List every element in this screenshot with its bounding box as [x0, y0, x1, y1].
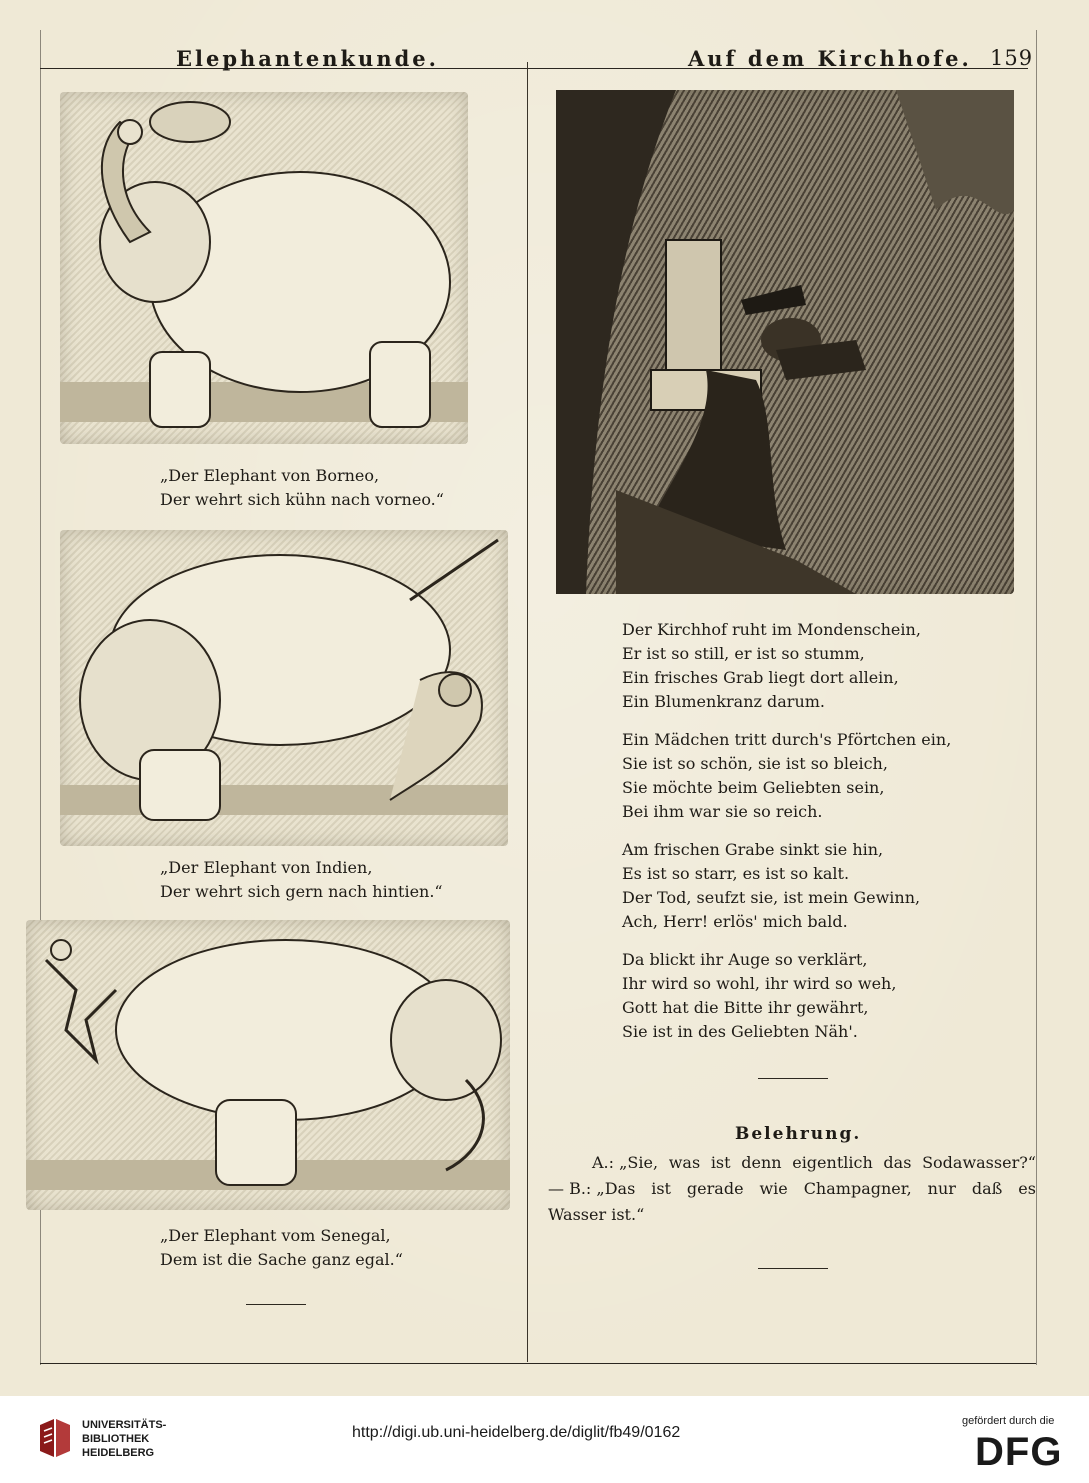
header-right-title: Auf dem Kirchhofe. [688, 46, 972, 71]
caption-senegal-line1: „Der Elephant vom Senegal, [160, 1226, 391, 1245]
poem-line: Sie ist in des Geliebten Näh'. [622, 1022, 858, 1041]
poem-line: Er ist so still, er ist so stumm, [622, 644, 865, 663]
illustration-elephant-borneo [60, 92, 468, 444]
dialogue-line-1 [548, 1150, 1036, 1176]
dfg-logo: DFG [975, 1430, 1063, 1474]
word: denn [741, 1153, 782, 1172]
dialogue-line-2 [548, 1176, 1036, 1202]
word: es [1018, 1179, 1036, 1198]
elephant-borneo-drawing [60, 92, 468, 444]
churchyard-drawing [556, 90, 1014, 594]
poem-stanza-1 [622, 618, 921, 714]
source-url-link[interactable]: http://digi.ub.uni-heidelberg.de/diglit/fb49/0162 [352, 1424, 681, 1441]
dialogue-paragraph [548, 1150, 1036, 1228]
poem-line: Ein Blumenkranz darum. [622, 692, 826, 711]
poem-line: Sie möchte beim Geliebten sein, [622, 778, 885, 797]
caption-india-line2: Der wehrt sich gern nach hintien.“ [160, 882, 443, 901]
dialogue-end-rule [758, 1268, 828, 1269]
library-name-line: BIBLIOTHEK [82, 1433, 150, 1445]
poem-line: Am frischen Grabe sinkt sie hin, [622, 840, 884, 859]
poem-line: Bei ihm war sie so reich. [622, 802, 823, 821]
caption-senegal-line2: Dem ist die Sache ganz egal.“ [160, 1250, 403, 1269]
right-rule [1036, 30, 1037, 1365]
elephant-senegal-drawing [26, 920, 510, 1210]
poem-line: Sie ist so schön, sie ist so bleich, [622, 754, 888, 773]
page-number: 159 [990, 46, 1034, 70]
library-name [82, 1418, 166, 1460]
left-end-rule [246, 1304, 306, 1305]
poem-line: Gott hat die Bitte ihr gewährt, [622, 998, 869, 1017]
word: Sodawasser?“ [922, 1153, 1036, 1172]
poem-stanza-2 [622, 728, 951, 824]
library-name-line: HEIDELBERG [82, 1447, 155, 1459]
caption-india-line1: „Der Elephant von Indien, [160, 858, 373, 877]
poem-line: Der Tod, seufzt sie, ist mein Gewinn, [622, 888, 921, 907]
elephant-india-drawing [60, 530, 508, 846]
word: A.: „Sie, [592, 1153, 659, 1172]
word: was [668, 1153, 701, 1172]
word: — B.: „Das [548, 1179, 636, 1198]
university-library-logo-icon [38, 1417, 72, 1461]
poem-line: Der Kirchhof ruht im Mondenschein, [622, 620, 921, 639]
library-name-line: UNIVERSITÄTS- [82, 1419, 167, 1431]
word: ist [651, 1179, 671, 1198]
word: gerade [686, 1179, 744, 1198]
word: das [883, 1153, 912, 1172]
poem-line: Ihr wird so wohl, ihr wird so weh, [622, 974, 897, 993]
section-title-belehrung: Belehrung. [735, 1124, 862, 1144]
word: nur [927, 1179, 956, 1198]
word: wie [759, 1179, 788, 1198]
poem-stanza-3 [622, 838, 920, 934]
dialogue-line-3: Wasser ist.“ [548, 1205, 645, 1224]
word: Champagner, [803, 1179, 912, 1198]
illustration-churchyard [556, 90, 1014, 594]
illustration-elephant-senegal [26, 920, 510, 1210]
funding-label: gefördert durch die [962, 1415, 1055, 1427]
illustration-elephant-india [60, 530, 508, 846]
poem-line: Ein frisches Grab liegt dort allein, [622, 668, 899, 687]
poem-line: Ach, Herr! erlös' mich bald. [622, 912, 848, 931]
word: eigentlich [792, 1153, 873, 1172]
word: daß [971, 1179, 1003, 1198]
caption-borneo-line2: Der wehrt sich kühn nach vorneo.“ [160, 490, 444, 509]
poem-line: Es ist so starr, es ist so kalt. [622, 864, 850, 883]
bottom-rule [40, 1363, 1036, 1364]
column-divider [527, 62, 528, 1362]
poem-end-rule [758, 1078, 828, 1079]
poem-line: Ein Mädchen tritt durch's Pförtchen ein, [622, 730, 952, 749]
caption-borneo-line1: „Der Elephant von Borneo, [160, 466, 380, 485]
poem-line: Da blickt ihr Auge so verklärt, [622, 950, 868, 969]
header-left-title: Elephantenkunde. [176, 46, 439, 71]
word: ist [710, 1153, 731, 1172]
poem-stanza-4 [622, 948, 896, 1044]
